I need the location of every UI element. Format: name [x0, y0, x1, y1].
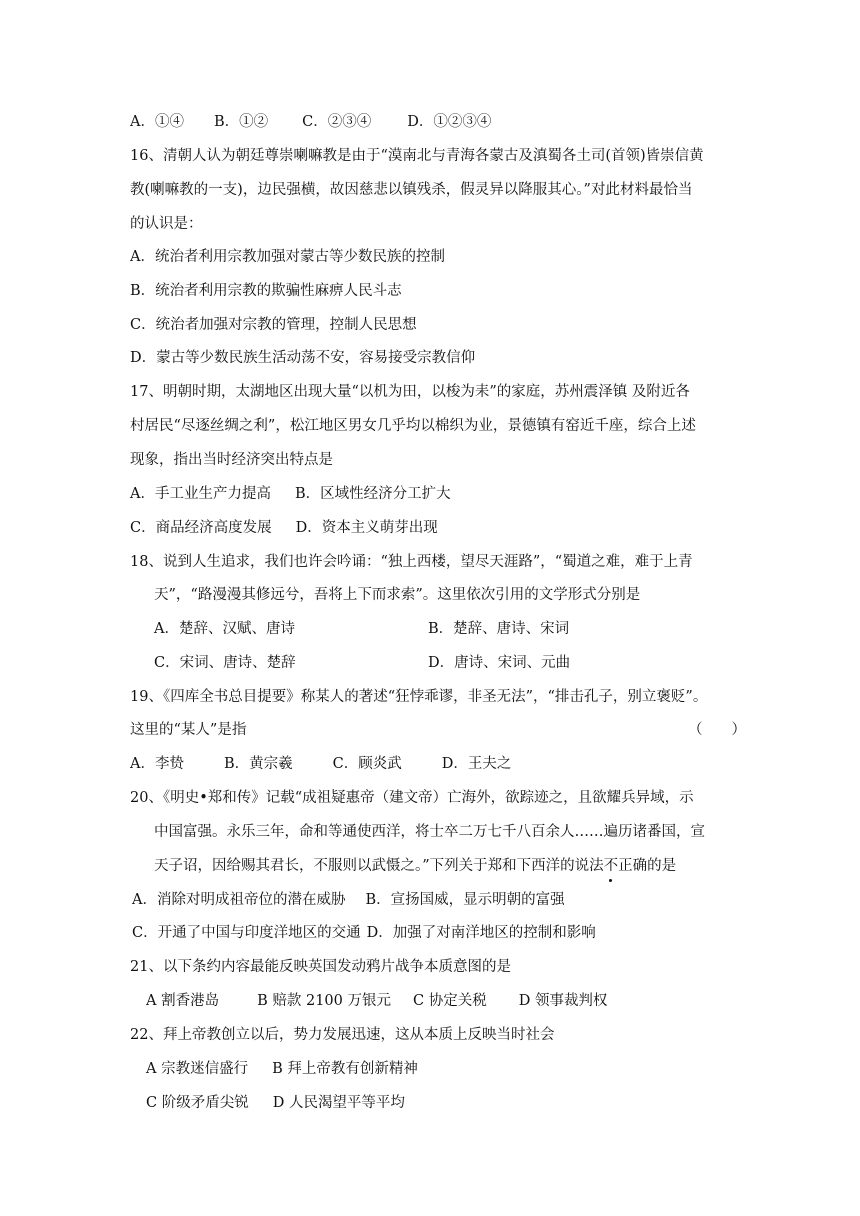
q19-stem-line-1: 19、《四库全书总目提要》称某人的著述“狂悖乖谬，非圣无法”，“排击孔子，别立褒贬”。: [130, 689, 708, 705]
q20-emphasis-word: 不: [603, 858, 619, 874]
q17-option-c: C．商品经济高度发展: [130, 520, 272, 536]
q15-option-a: A．①④: [130, 114, 184, 130]
q20-stem-line-3: [154, 856, 676, 876]
q20-option-c: C．开通了中国与印度洋地区的交通: [132, 925, 361, 941]
q19-option-c: C．顾炎武: [332, 756, 402, 772]
q17-option-d: D．资本主义萌芽出现: [295, 520, 438, 536]
q15-option-c: C．②③④: [302, 114, 372, 130]
q21-stem: 21、以下条约内容最能反映英国发动鸦片战争本质意图的是: [130, 959, 511, 975]
q21-options: [146, 991, 607, 1011]
q17-stem-line-3: 现象，指出当时经济突出特点是: [130, 452, 333, 468]
q22-options-row-2: [146, 1093, 405, 1113]
q22-options-row-1: [146, 1059, 418, 1079]
q18-option-d: D．唐诗、宋词、元曲: [428, 655, 571, 671]
q22-option-a: A 宗教迷信盛行: [146, 1061, 249, 1077]
q18-option-a: A．楚辞、汉赋、唐诗: [154, 621, 295, 637]
q19-option-b: B．黄宗羲: [223, 756, 293, 772]
q22-stem: 22、拜上帝教创立以后，势力发展迅速，这从本质上反映当时社会: [130, 1027, 555, 1043]
q20-stem-line-2: 中国富强。永乐三年，命和等通使西洋，将士卒二万七千八百余人……遍历诸番国，宣: [154, 824, 705, 840]
q19-option-d: D．王夫之: [441, 756, 512, 772]
q20-option-a: A．消除对明成祖帝位的潜在威胁: [132, 892, 346, 908]
q18-option-c: C．宋词、唐诗、楚辞: [154, 655, 296, 671]
q21-option-a: A 割香港岛: [146, 993, 220, 1009]
q20-stem-line-3-post: 正确的是: [618, 858, 677, 874]
q19-option-a: A．李贽: [130, 756, 184, 772]
q19-answer-blank: （ ）: [688, 722, 746, 738]
q16-option-b: B．统治者利用宗教的欺骗性麻痹人民斗志: [130, 283, 402, 299]
q20-options-row-2: [132, 923, 596, 943]
q19-stem-line-2: 这里的“某人”是指: [130, 722, 247, 738]
q16-option-d: D．蒙古等少数民族生活动荡不安，容易接受宗教信仰: [130, 350, 476, 366]
q17-options-row-2: [130, 518, 438, 538]
q17-stem-line-2: 村居民“尽逐丝绸之利”，松江地区男女几乎均以棉织为业，景德镇有窑近千座，综合上述: [130, 418, 696, 434]
q21-option-c: C 协定关税: [412, 993, 487, 1009]
q17-option-b: B．区域性经济分工扩大: [294, 486, 451, 502]
q19-options: [130, 754, 511, 774]
q18-option-b: B．楚辞、唐诗、宋词: [428, 621, 570, 637]
q22-option-b: B 拜上帝教有创新精神: [272, 1061, 418, 1077]
q15-options: [130, 112, 491, 132]
q21-option-b: B 赔款 2100 万银元: [257, 993, 391, 1009]
q17-option-a: A．手工业生产力提高: [130, 486, 271, 502]
q15-option-d: D．①②③④: [407, 114, 492, 130]
q16-stem-line-2: 教(喇嘛教的一支)，边民强横，故因慈悲以镇残杀，假灵异以降服其心。”对此材料最恰当: [130, 182, 693, 198]
q22-option-d: D 人民渴望平等平均: [272, 1095, 405, 1111]
q16-option-a: A．统治者利用宗教加强对蒙古等少数民族的控制: [130, 249, 445, 265]
q20-option-b: B．宣扬国威，显示明朝的富强: [365, 892, 565, 908]
q17-options-row-1: [130, 484, 451, 504]
q15-option-b: B．①②: [213, 114, 269, 130]
q16-stem-line-1: 16、清朝人认为朝廷尊崇喇嘛教是由于“漠南北与青海各蒙古及滇蜀各土司(首领)皆崇信黄: [130, 148, 704, 164]
q20-option-d: D．加强了对南洋地区的控制和影响: [366, 925, 596, 941]
q20-stem-line-1: 20、《明史•郑和传》记载“成祖疑惠帝（建文帝）亡海外，欲踪迹之，且欲耀兵异域，示: [130, 790, 694, 806]
q22-option-c: C 阶级矛盾尖锐: [146, 1095, 249, 1111]
q21-option-d: D 领事裁判权: [518, 993, 608, 1009]
q18-stem-line-2: 天”，“路漫漫其修远兮，吾将上下而求索”。这里依次引用的文学形式分别是: [154, 587, 641, 603]
q20-options-row-1: [132, 890, 565, 910]
q17-stem-line-1: 17、明朝时期，太湖地区出现大量“以机为田，以梭为耒”的家庭，苏州震泽镇 及附近各: [130, 384, 690, 400]
q20-stem-line-3-pre: 天子诏，因给赐其君长，不服则以武慑之。”下列关于郑和下西洋的说法: [154, 858, 604, 874]
q16-option-c: C．统治者加强对宗教的管理，控制人民思想: [130, 317, 417, 333]
q16-stem-line-3: 的认识是：: [130, 216, 203, 232]
q18-stem-line-1: 18、说到人生追求，我们也许会吟诵：“独上西楼，望尽天涯路”，“蜀道之难，难于上青: [130, 554, 693, 570]
